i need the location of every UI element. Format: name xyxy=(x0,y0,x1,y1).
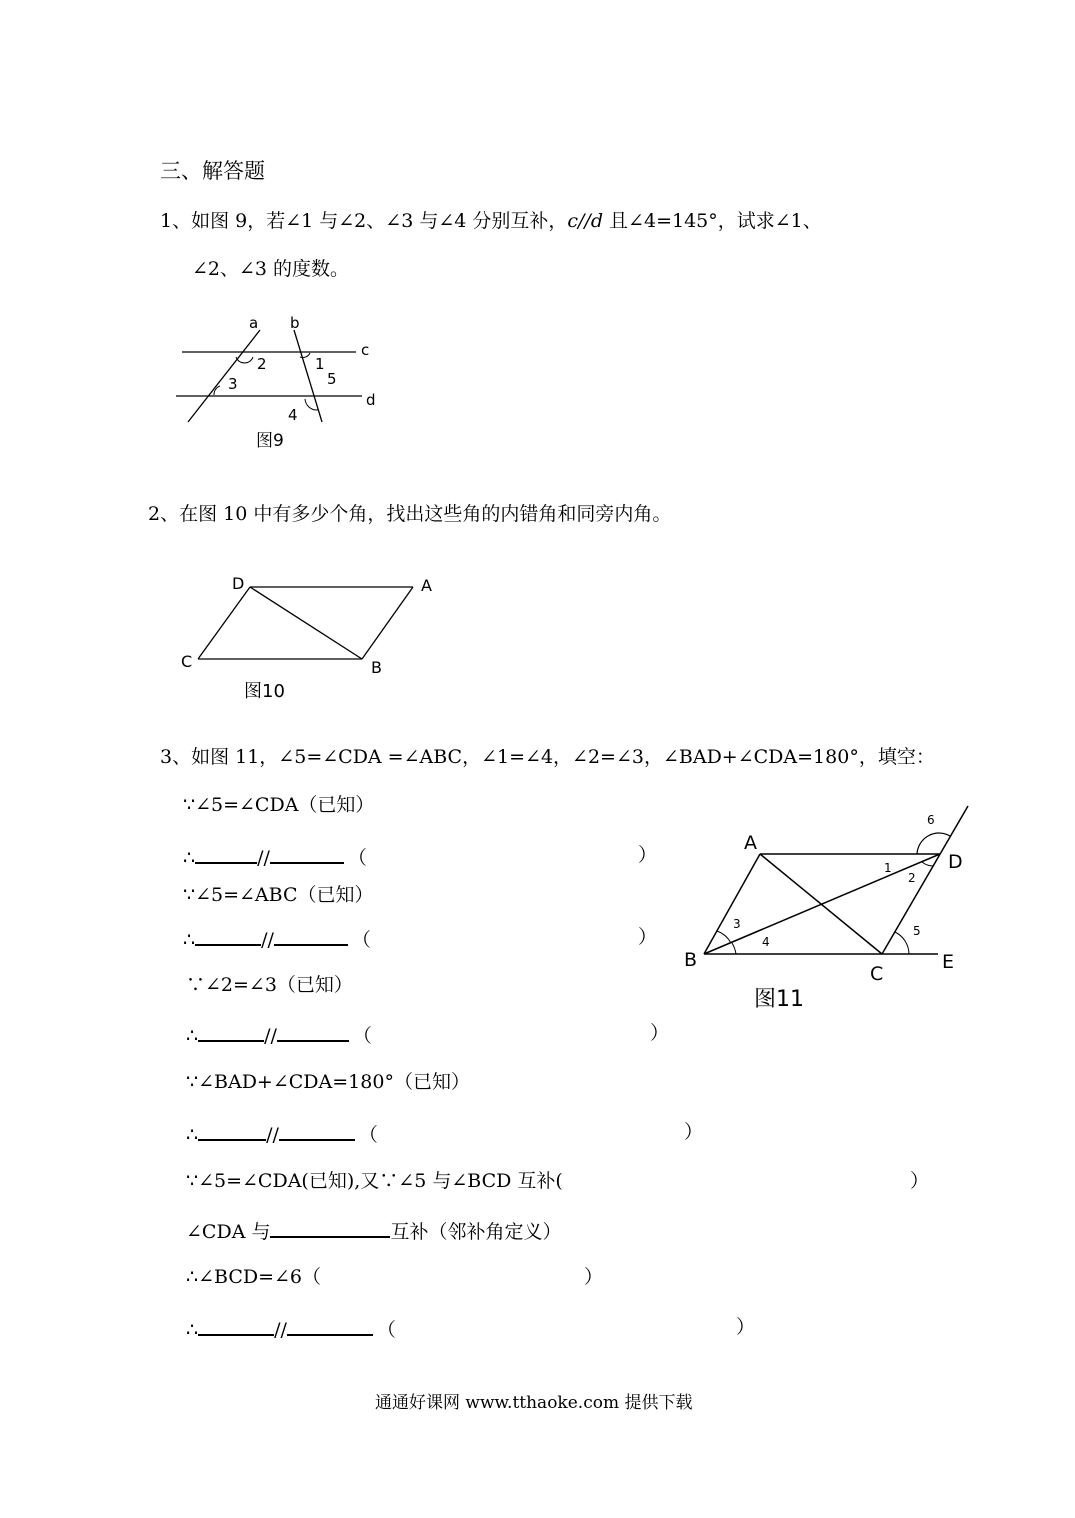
q1-line1-b: 且∠4=145°，试求∠1、 xyxy=(603,210,822,232)
fig10-label-D: D xyxy=(232,574,245,593)
close-paren: ） xyxy=(638,926,658,948)
fig11-arc-4 xyxy=(732,943,736,954)
q2-text: 2、在图 10 中有多少个角，找出这些角的内错角和同旁内角。 xyxy=(148,503,672,525)
q3-line-3: ∵∠5=∠ABC（已知） xyxy=(183,884,374,906)
fig10-label-A: A xyxy=(421,576,432,595)
parallel-symbol: // xyxy=(274,1319,287,1341)
fig10-caption: 图10 xyxy=(244,681,285,702)
fig10-label-B: B xyxy=(371,658,382,677)
footer-credit: 通通好课网 www.tthaoke.com 提供下载 xyxy=(375,1393,693,1413)
q1-line1-a: 1、如图 9，若∠1 与∠2、∠3 与∠4 分别互补， xyxy=(160,210,568,232)
fig9-label-3: 3 xyxy=(228,375,238,393)
fig11-arc-1-2 xyxy=(922,862,934,866)
q3-line-7: ∵∠BAD+∠CDA=180°（已知） xyxy=(186,1071,470,1093)
close-paren: ） xyxy=(910,1170,930,1192)
fig11-label-C: C xyxy=(870,963,884,985)
open-paren: （ xyxy=(351,929,371,951)
fig9-label-5: 5 xyxy=(327,370,337,388)
fig11-arc-5 xyxy=(895,932,909,954)
open-paren: （ xyxy=(352,1025,372,1047)
fig11-arc-3 xyxy=(717,931,731,943)
q1-parallel: // xyxy=(578,210,591,232)
close-paren: ） xyxy=(584,1266,604,1288)
q1-var-d: d xyxy=(590,210,604,232)
close-paren: ） xyxy=(650,1022,670,1044)
fig9-caption: 图9 xyxy=(256,431,284,451)
close-paren: ） xyxy=(684,1121,704,1143)
fig11-arc-6 xyxy=(917,833,950,854)
fig9-label-1: 1 xyxy=(315,355,325,373)
fig11-label-A: A xyxy=(744,832,757,854)
fig11-label-3: 3 xyxy=(733,917,741,931)
fig11-label-B: B xyxy=(684,949,698,971)
fig9-label-a: a xyxy=(249,314,259,332)
fig11-side-ab xyxy=(704,854,760,954)
fig11-label-2: 2 xyxy=(908,871,916,885)
q3-line-11: ∴∠BCD=∠6（ xyxy=(186,1266,322,1288)
open-paren: （ xyxy=(347,847,367,869)
fig11-label-5: 5 xyxy=(913,924,921,938)
parallel-symbol: // xyxy=(264,1025,277,1047)
parallel-symbol: // xyxy=(266,1124,279,1146)
q3-line-10-b: 互补（邻补角定义） xyxy=(390,1221,562,1243)
fig11-line-cd-extended xyxy=(882,806,968,954)
q3-intro: 3、如图 11，∠5=∠CDA =∠ABC，∠1=∠4，∠2=∠3，∠BAD+∠CDA=180°，填空： xyxy=(160,746,935,768)
fig11-label-E: E xyxy=(942,951,955,973)
section-title: 三、解答题 xyxy=(160,159,265,183)
open-paren: （ xyxy=(376,1319,396,1341)
q3-line-1: ∵∠5=∠CDA（已知） xyxy=(183,794,375,816)
fig9-label-d: d xyxy=(366,391,376,409)
open-paren: （ xyxy=(358,1124,378,1146)
fig11-caption: 图11 xyxy=(754,987,804,1012)
q3-line-5: ∵∠2=∠3（已知） xyxy=(186,974,353,996)
therefore-symbol: ∴ xyxy=(186,1124,199,1146)
parallel-symbol: // xyxy=(257,847,270,869)
close-paren: ） xyxy=(638,844,658,866)
fig9-label-b: b xyxy=(290,314,300,332)
fig9-label-2: 2 xyxy=(257,355,267,373)
q3-line-9: ∵∠5=∠CDA(已知),又∵∠5 与∠BCD 互补( xyxy=(186,1170,563,1192)
therefore-symbol: ∴ xyxy=(183,847,196,869)
fig10-label-C: C xyxy=(181,652,193,671)
fig11-label-D: D xyxy=(948,851,963,873)
fig11-label-4: 4 xyxy=(762,935,770,949)
therefore-symbol: ∴ xyxy=(183,929,196,951)
fig11-diagonal-bd xyxy=(704,854,940,954)
q3-line-10-a: ∠CDA 与 xyxy=(186,1221,271,1243)
q1-line2: ∠2、∠3 的度数。 xyxy=(192,258,350,280)
fig11-label-1: 1 xyxy=(884,861,892,875)
fig9-label-c: c xyxy=(361,341,370,359)
therefore-symbol: ∴ xyxy=(186,1319,199,1341)
fig9-label-4: 4 xyxy=(288,406,298,424)
q1-var-c: c xyxy=(567,210,579,232)
close-paren: ） xyxy=(736,1316,756,1338)
therefore-symbol: ∴ xyxy=(186,1025,199,1047)
parallel-symbol: // xyxy=(261,929,274,951)
fig11-label-6: 6 xyxy=(927,813,935,827)
